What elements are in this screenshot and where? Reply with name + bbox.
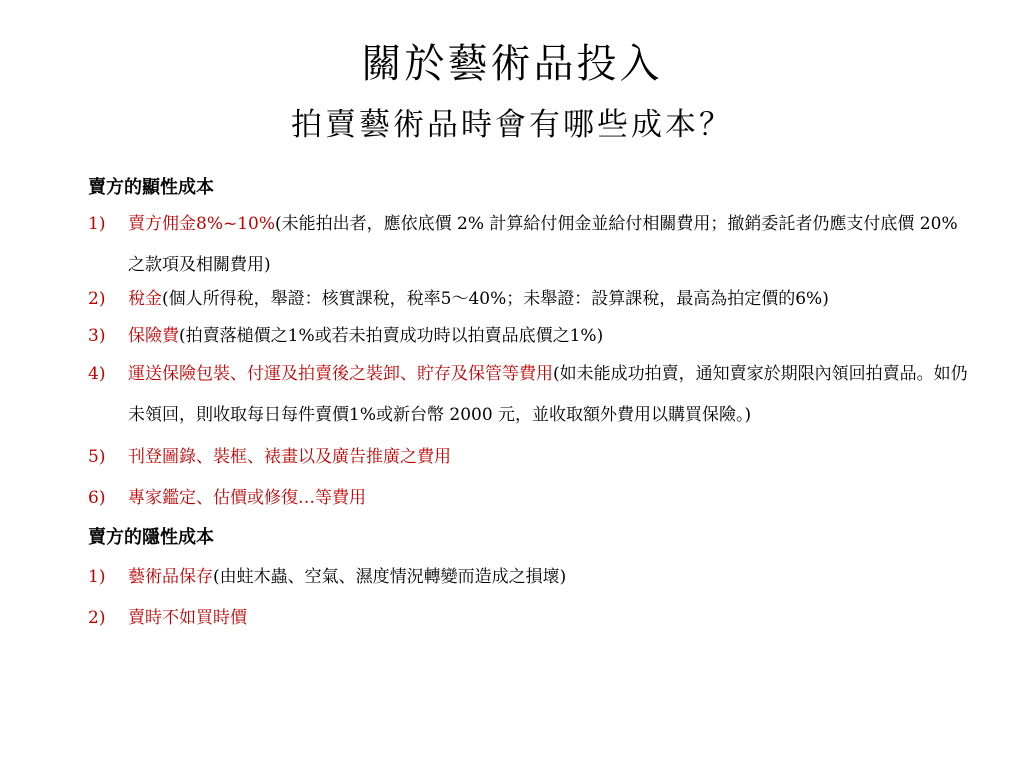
item-detail: (由蛀木蟲、空氣、濕度情況轉變而造成之損壞) [213,567,567,587]
slide-subtitle: 拍賣藝術品時會有哪些成本？ [291,107,733,143]
list-item [88,204,978,286]
item-detail: (個人所得稅，舉證：核實課稅，稅率5～40%；未舉證：設算課稅，最高為拍定價的6%) [162,289,829,309]
list-item [88,485,978,512]
item-detail: (如未能成功拍賣，通知賣家於期限內領回拍賣品。如仍未領回，則收取每日每件賣價1%或新台幣 2000 元，並收取額外費用以購買保險。) [128,364,968,425]
item-number: 4) [88,364,106,384]
list-item [88,444,978,471]
item-number: 5) [88,447,106,467]
item-detail: (拍賣落槌價之1%或若未拍賣成功時以拍賣品底價之1%) [179,326,604,346]
explicit-cost-heading: 賣方的顯性成本 [88,177,214,198]
implicit-cost-heading: 賣方的隱性成本 [88,527,214,548]
item-title: 保險費 [128,326,179,346]
list-item [88,286,978,313]
slide-content [88,176,978,632]
item-title: 運送保險包裝、付運及拍賣後之裝卸、貯存及保管等費用 [128,364,553,384]
list-item [88,605,978,632]
item-title: 刊登圖錄、裝框、裱畫以及廣告推廣之費用 [128,447,451,467]
item-title: 稅金 [128,289,162,309]
item-number: 2) [88,289,106,309]
list-item [88,564,978,591]
list-item [88,354,978,436]
list-item [88,323,978,350]
item-detail: (未能拍出者，應依底價 2% 計算給付佣金並給付相關費用；撤銷委託者仍應支付底價 20% 之款項及相關費用) [128,214,958,275]
slide-title: 關於藝術品投入 [361,41,663,87]
item-number: 2) [88,608,106,628]
item-number: 6) [88,488,106,508]
item-number: 1) [88,214,106,234]
item-title: 賣時不如買時價 [128,608,247,628]
item-number: 1) [88,567,106,587]
item-title: 賣方佣金8%~10% [128,214,275,234]
item-number: 3) [88,326,106,346]
item-title: 藝術品保存 [128,567,213,587]
item-title: 專家鑑定、估價或修復…等費用 [128,488,366,508]
